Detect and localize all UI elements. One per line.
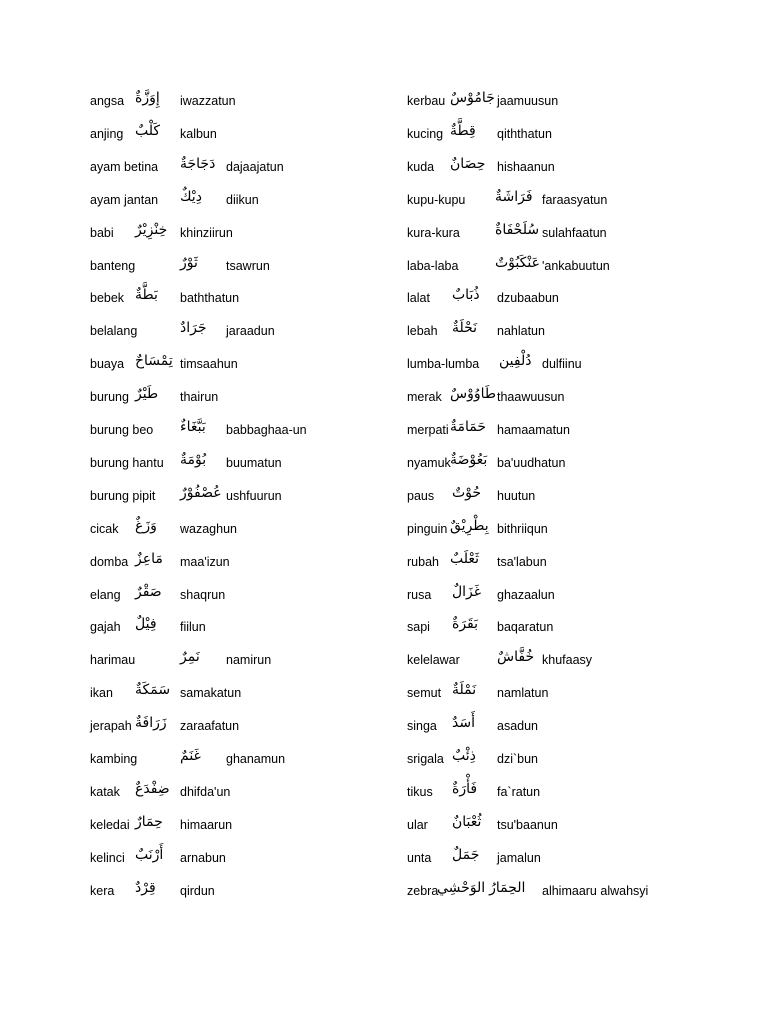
arabic-word: فَرَاشَةٌ: [495, 188, 533, 204]
vocab-row: [90, 450, 390, 483]
transliteration: ghazaalun: [497, 588, 555, 602]
indonesian-word: semut: [407, 686, 442, 700]
arabic-word: حَمَامَةٌ: [450, 418, 487, 434]
arabic-word: حُوْتٌ: [452, 484, 482, 500]
indonesian-word: laba-laba: [407, 259, 459, 273]
indonesian-word: keledai: [90, 818, 130, 832]
transliteration: thaawuusun: [497, 390, 565, 404]
transliteration: babbaghaa-un: [226, 423, 307, 437]
arabic-word: طَاوُوْسٌ: [450, 385, 497, 401]
transliteration: wazaghun: [180, 522, 237, 536]
indonesian-word: belalang: [90, 324, 138, 338]
vocab-row: [90, 351, 390, 384]
transliteration: jaraadun: [226, 324, 275, 338]
indonesian-word: elang: [90, 588, 121, 602]
transliteration: qiththatun: [497, 127, 552, 141]
arabic-word: خِنْزِيْرٌ: [135, 221, 168, 237]
indonesian-word: singa: [407, 719, 437, 733]
arabic-word: غَنَمٌ: [180, 747, 201, 763]
indonesian-word: lumba-lumba: [407, 357, 480, 371]
vocab-row: [90, 121, 390, 154]
indonesian-word: kambing: [90, 752, 138, 766]
transliteration: fa`ratun: [497, 785, 541, 799]
vocab-row: [90, 516, 390, 549]
vocab-row: [407, 154, 757, 187]
transliteration: timsaahun: [180, 357, 238, 371]
vocab-row: [90, 779, 390, 812]
arabic-word: خُفَّاشٌ: [497, 648, 535, 664]
vocab-row: [90, 285, 390, 318]
vocab-row: [90, 812, 390, 845]
indonesian-word: cicak: [90, 522, 119, 536]
arabic-word: ثُعْبَانٌ: [452, 813, 482, 829]
indonesian-word: kuda: [407, 160, 435, 174]
vocab-row: [407, 253, 757, 286]
indonesian-word: katak: [90, 785, 120, 799]
transliteration: baqaratun: [497, 620, 554, 634]
arabic-word: تِمْسَاحٌ: [135, 352, 173, 368]
vocab-row: [407, 483, 757, 516]
arabic-word: جَمَلٌ: [452, 846, 480, 862]
indonesian-word: buaya: [90, 357, 125, 371]
arabic-word: وَزَغٌ: [135, 517, 157, 533]
indonesian-word: burung: [90, 390, 129, 404]
vocab-row: [407, 845, 757, 878]
arabic-word: نَمِرٌ: [180, 648, 200, 664]
arabic-word: جَامُوْسٌ: [450, 89, 495, 105]
transliteration: zaraafatun: [180, 719, 240, 733]
transliteration: kalbun: [180, 127, 217, 141]
vocab-row: [90, 845, 390, 878]
transliteration: arnabun: [180, 851, 226, 865]
arabic-word: ثَعْلَبٌ: [450, 550, 480, 566]
indonesian-word: gajah: [90, 620, 121, 634]
transliteration: thairun: [180, 390, 219, 404]
vocab-row: [90, 253, 390, 286]
transliteration: tsa'labun: [497, 555, 547, 569]
transliteration: hamaamatun: [497, 423, 570, 437]
arabic-word: بُوْمَةٌ: [180, 451, 207, 467]
arabic-word: حِمَارٌ: [135, 813, 163, 829]
transliteration: buumatun: [226, 456, 282, 470]
arabic-word: نَمْلَةٌ: [452, 681, 477, 697]
arabic-word: بَبَّغَاءٌ: [180, 418, 206, 434]
transliteration: diikun: [226, 193, 259, 207]
vocab-row: [407, 417, 757, 450]
arabic-word: غَزَالٌ: [452, 583, 482, 599]
indonesian-word: kerbau: [407, 94, 446, 108]
vocab-row: [407, 680, 757, 713]
indonesian-word: kelinci: [90, 851, 125, 865]
vocab-row: [90, 549, 390, 582]
transliteration: khufaasy: [542, 653, 593, 667]
transliteration: tsawrun: [226, 259, 270, 273]
arabic-word: عُصْفُوْرٌ: [180, 484, 222, 500]
indonesian-word: kupu-kupu: [407, 193, 466, 207]
arabic-word: بِطْرِيْقٌ: [450, 517, 489, 533]
transliteration: alhimaaru alwahsyi: [542, 884, 649, 898]
vocab-row: [407, 220, 757, 253]
vocab-row: [90, 713, 390, 746]
vocab-row: [407, 746, 757, 779]
indonesian-word: sapi: [407, 620, 430, 634]
indonesian-word: rubah: [407, 555, 439, 569]
vocab-row: [407, 88, 757, 121]
vocab-row: [407, 351, 757, 384]
transliteration: iwazzatun: [180, 94, 236, 108]
transliteration: dulfiinu: [542, 357, 582, 371]
transliteration: ba'uudhatun: [497, 456, 566, 470]
vocab-row: [90, 220, 390, 253]
arabic-word: الحِمَارُ الوَحْشِي: [437, 879, 526, 895]
indonesian-word: kera: [90, 884, 115, 898]
vocab-row: [90, 647, 390, 680]
transliteration: tsu'baanun: [497, 818, 558, 832]
vocab-row: [90, 187, 390, 220]
vocab-row: [407, 516, 757, 549]
indonesian-word: bebek: [90, 291, 125, 305]
vocab-row: [90, 154, 390, 187]
indonesian-word: srigala: [407, 752, 444, 766]
vocab-row: [407, 713, 757, 746]
vocab-row: [407, 647, 757, 680]
arabic-word: بَعُوْضَةٌ: [450, 451, 488, 467]
arabic-word: ضِفْدَعٌ: [135, 780, 170, 796]
transliteration: dajaajatun: [226, 160, 284, 174]
arabic-word: دِيْكٌ: [180, 188, 202, 204]
arabic-word: إِوَزَّةٌ: [135, 89, 160, 105]
indonesian-word: ular: [407, 818, 428, 832]
vocab-row: [90, 878, 390, 911]
vocab-row: [90, 384, 390, 417]
indonesian-word: rusa: [407, 588, 432, 602]
transliteration: dzubaabun: [497, 291, 559, 305]
arabic-word: ذِئْبٌ: [452, 747, 476, 763]
arabic-word: زَرَافَةٌ: [135, 714, 167, 730]
indonesian-word: paus: [407, 489, 435, 503]
transliteration: asadun: [497, 719, 539, 733]
transliteration: ushfuurun: [226, 489, 282, 503]
indonesian-word: harimau: [90, 653, 136, 667]
vocab-row: [90, 680, 390, 713]
indonesian-word: merak: [407, 390, 442, 404]
indonesian-word: nyamuk: [407, 456, 451, 470]
vocab-row: [407, 384, 757, 417]
vocab-row: [90, 582, 390, 615]
transliteration: 'ankabuutun: [542, 259, 610, 273]
indonesian-word: kura-kura: [407, 226, 460, 240]
arabic-word: طَيْرٌ: [135, 385, 159, 401]
arabic-word: بَطَّةٌ: [135, 286, 158, 302]
transliteration: ghanamun: [226, 752, 286, 766]
vocab-row: [90, 614, 390, 647]
arabic-word: مَاعِزٌ: [135, 550, 163, 566]
transliteration: shaqrun: [180, 588, 226, 602]
vocab-row: [90, 318, 390, 351]
transliteration: namlatun: [497, 686, 549, 700]
transliteration: huutun: [497, 489, 536, 503]
indonesian-word: babi: [90, 226, 114, 240]
vocab-row: [90, 88, 390, 121]
indonesian-word: kelelawar: [407, 653, 460, 667]
indonesian-word: banteng: [90, 259, 136, 273]
vocab-row: [407, 779, 757, 812]
arabic-word: سَمَكَةٌ: [135, 681, 171, 697]
indonesian-word: zebra: [407, 884, 439, 898]
vocab-row: [407, 614, 757, 647]
transliteration: dhifda'un: [180, 785, 231, 799]
vocab-row: [407, 582, 757, 615]
vocab-row: [407, 285, 757, 318]
transliteration: bithriiqun: [497, 522, 548, 536]
arabic-word: فِيْلٌ: [135, 615, 157, 631]
arabic-word: دُلْفِين: [499, 352, 532, 368]
transliteration: hishaanun: [497, 160, 555, 174]
transliteration: maa'izun: [180, 555, 230, 569]
indonesian-word: burung beo: [90, 423, 154, 437]
arabic-word: أَسَدٌ: [452, 714, 475, 730]
arabic-word: صَقْرٌ: [135, 583, 162, 599]
vocab-row: [407, 812, 757, 845]
transliteration: baththatun: [180, 291, 240, 305]
arabic-word: نَحْلَةٌ: [452, 319, 478, 335]
transliteration: dzi`bun: [497, 752, 538, 766]
arabic-word: قِطَّةٌ: [450, 122, 476, 138]
arabic-word: جَرَادٌ: [180, 319, 207, 335]
transliteration: jamalun: [497, 851, 541, 865]
transliteration: qirdun: [180, 884, 215, 898]
arabic-word: فَأْرَةٌ: [452, 780, 478, 796]
indonesian-word: ayam betina: [90, 160, 159, 174]
transliteration: himaarun: [180, 818, 233, 832]
transliteration: khinziirun: [180, 226, 233, 240]
indonesian-word: ayam jantan: [90, 193, 159, 207]
transliteration: namirun: [226, 653, 272, 667]
transliteration: sulahfaatun: [542, 226, 607, 240]
indonesian-word: pinguin: [407, 522, 448, 536]
arabic-word: ذُبَابٌ: [452, 286, 480, 302]
vocab-row: [407, 878, 757, 911]
arabic-word: حِصَانٌ: [450, 155, 486, 171]
arabic-word: دَجَاجَةٌ: [180, 155, 216, 171]
vocab-row: [407, 450, 757, 483]
arabic-word: أَرْنَبٌ: [135, 846, 164, 862]
indonesian-word: anjing: [90, 127, 124, 141]
arabic-word: بَقَرَةٌ: [452, 615, 479, 631]
arabic-word: قِرْدٌ: [135, 879, 156, 895]
vocab-row: [90, 483, 390, 516]
transliteration: fiilun: [180, 620, 206, 634]
arabic-word: ثَوْرٌ: [180, 254, 198, 270]
indonesian-word: unta: [407, 851, 432, 865]
transliteration: nahlatun: [497, 324, 545, 338]
vocab-row: [90, 746, 390, 779]
arabic-word: كَلْبٌ: [135, 122, 161, 138]
indonesian-word: domba: [90, 555, 129, 569]
arabic-word: سُلَحْفَاةٌ: [495, 221, 540, 237]
transliteration: samakatun: [180, 686, 242, 700]
indonesian-word: burung pipit: [90, 489, 156, 503]
arabic-word: عَنْكَبُوْتٌ: [495, 254, 540, 270]
vocab-row: [407, 549, 757, 582]
indonesian-word: ikan: [90, 686, 113, 700]
indonesian-word: lalat: [407, 291, 430, 305]
indonesian-word: kucing: [407, 127, 444, 141]
indonesian-word: angsa: [90, 94, 125, 108]
indonesian-word: lebah: [407, 324, 438, 338]
transliteration: jaamuusun: [497, 94, 559, 108]
transliteration: faraasyatun: [542, 193, 608, 207]
indonesian-word: jerapah: [90, 719, 132, 733]
indonesian-word: tikus: [407, 785, 433, 799]
vocab-row: [407, 121, 757, 154]
indonesian-word: merpati: [407, 423, 449, 437]
indonesian-word: burung hantu: [90, 456, 164, 470]
vocab-row: [407, 187, 757, 220]
vocab-row: [407, 318, 757, 351]
vocab-row: [90, 417, 390, 450]
